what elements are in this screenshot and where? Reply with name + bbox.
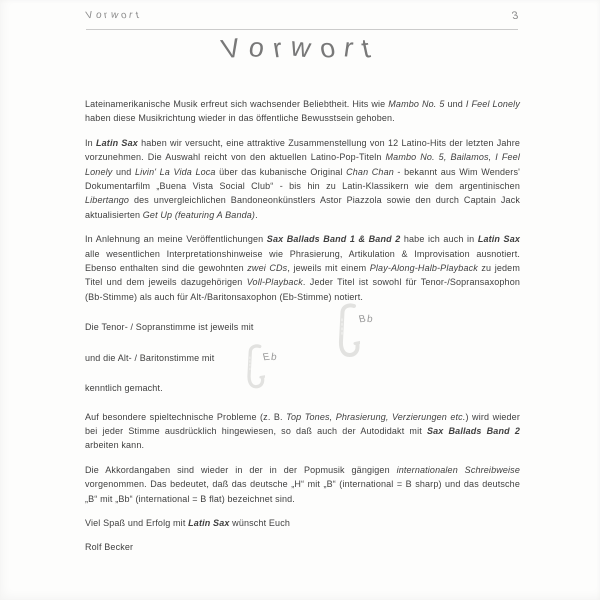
text-segment: haben diese Musikrichtung wieder in das öffentliche Bewusstsein gehoben.	[85, 113, 395, 124]
text-segment: habe ich auch in	[400, 234, 478, 245]
text-segment: Sax Ballads Band 1 & Band 2	[266, 234, 401, 245]
text-segment: und	[112, 166, 135, 177]
text-segment: internationalen Schreibweise	[396, 464, 520, 475]
document-body	[85, 97, 520, 565]
header-rule	[86, 29, 518, 30]
text-segment: wünscht Euch	[229, 517, 290, 528]
text-segment: Top Tones, Phrasierung, Verzierungen etc.	[286, 411, 466, 422]
text-segment: Latin Sax	[188, 517, 230, 528]
author-signature: Rolf Becker	[85, 542, 134, 553]
page-number: 3	[510, 9, 520, 23]
text-segment: Die Tenor- / Sopranstimme ist jeweils mit	[85, 322, 254, 333]
text-segment: alle wesentlichen Interpretationshinweise wie Phrasierung, Artikulation & Improvisation ausnotiert. Ebenso enthalten sind die gewohnten	[85, 248, 520, 274]
text-segment: Viel Spaß und Erfolg mit	[85, 517, 189, 528]
paragraph-kenntlich-line	[85, 381, 520, 395]
text-segment: über das kubanische Original	[215, 166, 347, 177]
paragraph-tenor-line	[85, 320, 520, 334]
paragraph-technique	[85, 410, 520, 453]
paragraph-alto-line	[85, 351, 520, 365]
paragraph-closing	[85, 516, 520, 530]
text-segment: Voll-Playback	[246, 277, 303, 288]
paragraph-chords	[85, 463, 520, 506]
text-segment: arbeiten kann.	[85, 440, 145, 451]
text-segment: .	[255, 209, 258, 220]
text-segment: Latin Sax	[96, 137, 138, 148]
text-segment: Latin Sax	[477, 234, 521, 245]
running-header-title: Vorwort	[84, 9, 143, 22]
text-segment: I Feel Lonely	[465, 99, 520, 109]
text-segment: - bekannt aus Wim Wenders' Dokumentarfilm „Buena Vista Social Club“ - bis hin zu Latin-Klassikern wie dem argentinischen	[85, 166, 520, 192]
text-segment: Chan Chan	[346, 166, 394, 177]
text-segment: und	[444, 99, 466, 109]
text-segment: Get Up (featuring A Banda)	[142, 209, 256, 220]
saxophone-bb-label: Bb	[357, 313, 375, 326]
text-segment: In	[85, 137, 96, 148]
text-segment: Play-Along-Halb-Playback	[369, 263, 478, 274]
text-segment: Livin' La Vida Loca	[134, 166, 216, 177]
text-segment: ) wird wieder bei jeder Stimme ausdrücklich hingewiesen, so daß auch der Autodidakt mit	[85, 411, 520, 436]
text-segment: kenntlich gemacht.	[85, 383, 163, 394]
paragraph-selection	[85, 136, 520, 222]
text-segment: haben wir versucht, eine attraktive Zusammenstellung von 12 Latino-Hits der letzten Jahre vorzunehmen. Die Auswahl reicht von den aktuellen Latino-Pop-Titeln	[85, 137, 520, 163]
text-segment: Mambo No. 5, Bailamos, I Feel Lonely	[85, 152, 520, 177]
text-segment: vorgenommen. Das bedeutet, daß das deutsche „H“ mit „B“ (international = B sharp) und das deutsche „B“ mit „Bb“ (international = B flat) bezeichnet sind.	[85, 479, 520, 504]
text-segment: zwei CDs	[247, 263, 288, 274]
text-segment: In Anlehnung an meine Veröffentlichungen	[85, 234, 267, 245]
text-segment: zu jedem Titel und dem jeweils dazugehörigen	[85, 263, 520, 288]
text-segment: Auf besondere spieltechnische Probleme (z. B.	[85, 411, 287, 422]
running-header	[86, 10, 518, 22]
paragraph-intro	[85, 97, 520, 126]
paragraph-notation	[85, 232, 520, 304]
saxophone-eb-label: Eb	[261, 351, 279, 364]
text-segment: und die Alt- / Baritonstimme mit	[85, 352, 215, 363]
text-segment: Mambo No. 5	[388, 99, 445, 109]
text-segment: Libertango	[85, 195, 130, 206]
text-segment: Sax Ballads Band 2	[426, 425, 520, 436]
text-segment: . Jeder Titel ist sowohl für Tenor-/Sopransaxophon (Bb-Stimme) als auch für Alt-/Baritonsaxophon (Eb-Stimme) notiert.	[85, 277, 520, 302]
text-segment: , jeweils mit einem	[287, 263, 370, 274]
page-title: Vorwort	[218, 31, 382, 65]
text-segment: des unvergleichlichen Bandoneonkünstlers Astor Piazzola sowie den durch Captain Jack aktualisierten	[85, 195, 520, 220]
text-segment: Lateinamerikanische Musik erfreut sich wachsender Beliebtheit. Hits wie	[85, 99, 389, 109]
text-segment: Die Akkordangaben sind wieder in der in der Popmusik gängigen	[85, 464, 397, 475]
